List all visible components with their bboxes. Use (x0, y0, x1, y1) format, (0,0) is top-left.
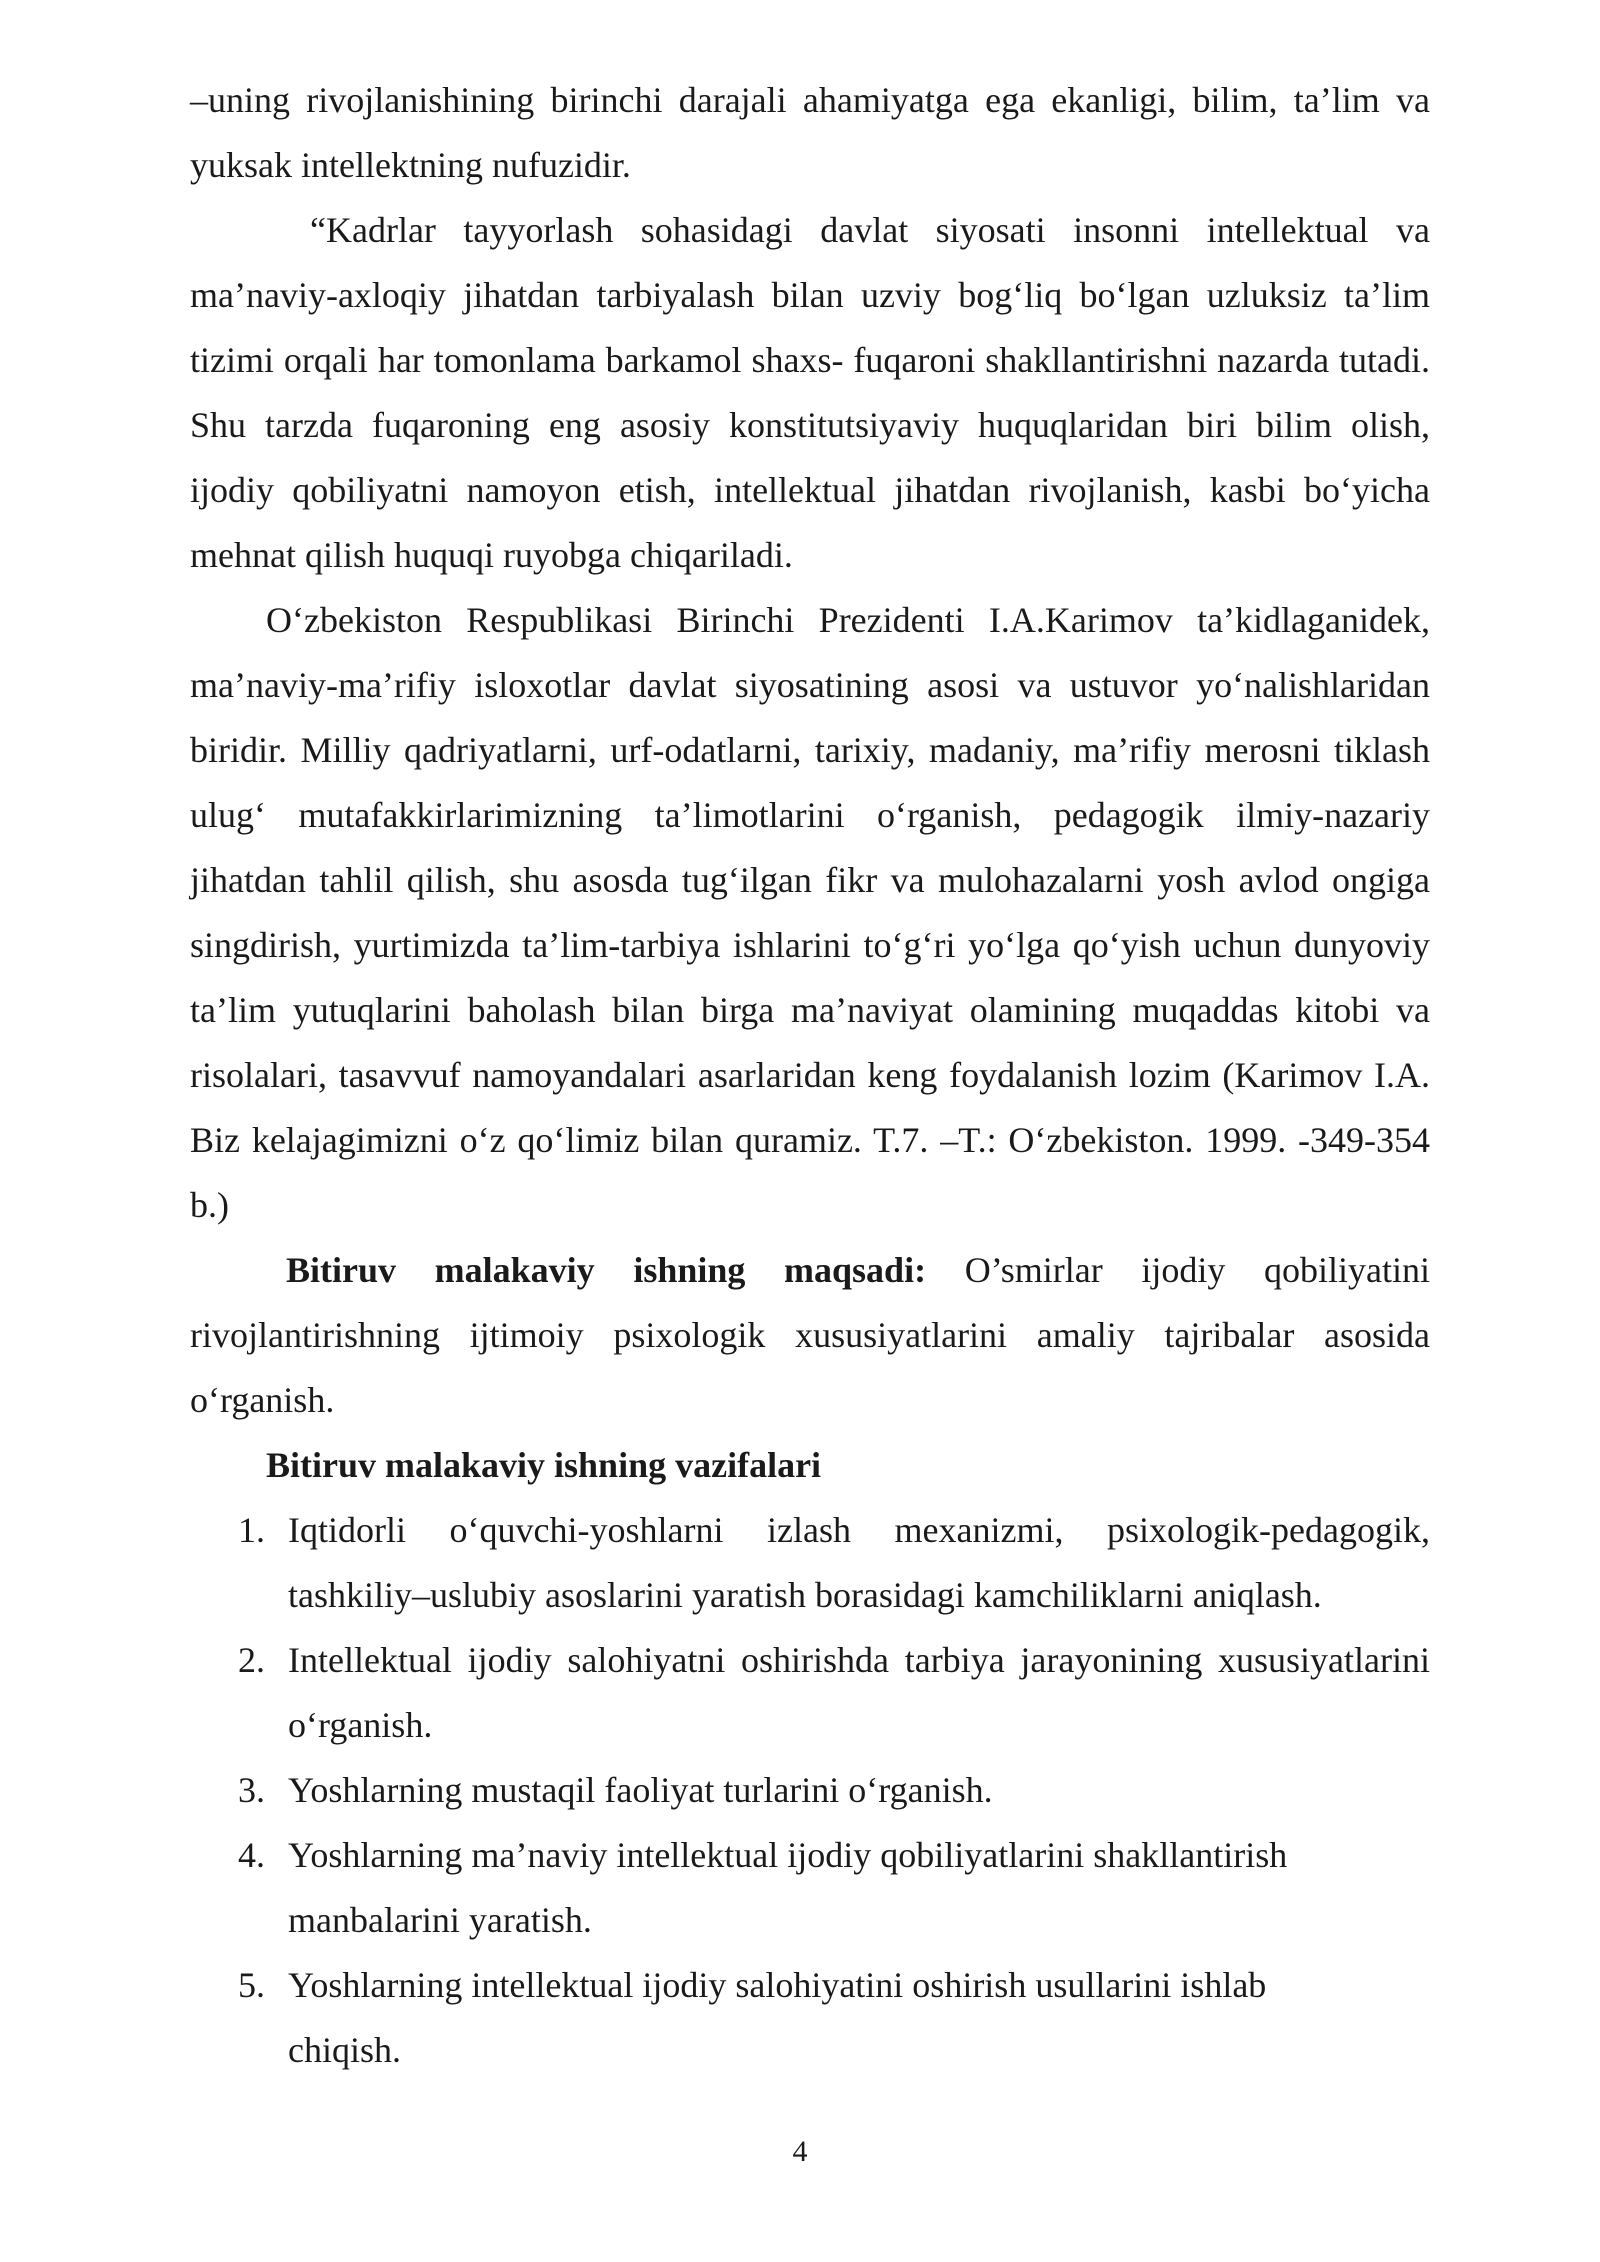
paragraph-cadre-policy: “Kadrlar tayyorlash sohasidagi davlat siyosati insonni intellektual va ma’naviy-axloqiy jihatdan tarbiyalash bilan uzviy bog‘liq bo‘lgan uzluksiz ta’lim tizimi orqali har tomonlama barkamol shaxs- fuqaroni shakllantirishni nazarda tutadi. Shu tarzda fuqaroning eng asosiy konstitutsiyaviy huquqlaridan biri bilim olish, ijodiy qobiliyatni namoyon etish, intellektual jihatdan rivojlanish, kasbi bo‘yicha mehnat qilish huquqi ruyobga chiqariladi. (190, 210, 1430, 575)
list-item-number: 4. (238, 1835, 265, 1875)
list-item (190, 1823, 1430, 1953)
list-item (190, 1498, 1430, 1628)
list-item-text: Iqtidorli o‘quvchi-yoshlarni izlash mexanizmi, psixologik-pedagogik, tashkiliy–uslubiy asoslarini yaratish borasidagi kamchiliklarni aniqlash. (288, 1510, 1430, 1615)
list-item-number: 2. (238, 1640, 265, 1680)
list-item-number: 1. (238, 1510, 265, 1550)
list-item-text: Yoshlarning ma’naviy intellektual ijodiy qobiliyatlarini shakllantirish manbalarini yaratish. (288, 1835, 1288, 1940)
paragraph-karimov-quote: O‘zbekiston Respublikasi Birinchi Prezidenti I.A.Karimov ta’kidlaganidek, ma’naviy-ma’rifiy isloxotlar davlat siyosatining asosi va ustuvor yo‘nalishlaridan biridir. Milliy qadriyatlarni, urf-odatlarni, tarixiy, madaniy, ma’rifiy merosni tiklash ulug‘ mutafakkirlarimizning ta’limotlarini o‘rganish, pedagogik ilmiy-nazariy jihatdan tahlil qilish, shu asosda tug‘ilgan fikr va mulohazalarni yosh avlod ongiga singdirish, yurtimizda ta’lim-tarbiya ishlarini to‘g‘ri yo‘lga qo‘yish uchun dunyoviy ta’lim yutuqlarini baholash bilan birga ma’naviyat olamining muqaddas kitobi va risolalari, tasavvuf namoyandalari asarlaridan keng foydalanish lozim (Karimov I.A. Biz kelajagimizni o‘z qo‘limiz bilan quramiz. T.7. –T.: O‘zbekiston. 1999. -349-354 b.) (190, 600, 1430, 1225)
list-item-text: Yoshlarning mustaqil faoliyat turlarini o‘rganish. (288, 1770, 993, 1810)
list-item-text: Yoshlarning intellektual ijodiy salohiyatini oshirish usullarini ishlab chiqish. (288, 1965, 1267, 2070)
goal-text: O’smirlar ijodiy qobiliyatini rivojlantirishning ijtimoiy psixologik xususiyatlarini amaliy tajribalar asosida o‘rganish. (190, 1250, 1430, 1420)
tasks-list (190, 1498, 1430, 2083)
document-page (190, 68, 1430, 2083)
list-item-number: 5. (238, 1965, 265, 2005)
list-item-text: Intellektual ijodiy salohiyatni oshirishda tarbiya jarayonining xususiyatlarini o‘rganish. (288, 1640, 1430, 1745)
list-item (190, 1628, 1430, 1758)
page-number: 4 (792, 2135, 808, 2168)
tasks-heading: Bitiruv malakaviy ishning vazifalari (266, 1445, 822, 1485)
list-item (190, 1953, 1430, 2083)
list-item (190, 1758, 1430, 1823)
paragraph-goal (190, 1238, 1430, 1433)
goal-label: Bitiruv malakaviy ishning maqsadi: (286, 1250, 927, 1290)
paragraph-intro-continuation: –uning rivojlanishining birinchi darajali ahamiyatga ega ekanligi, bilim, ta’lim va yuksak intellektning nufuzidir. (190, 80, 1430, 185)
list-item-number: 3. (238, 1770, 265, 1810)
